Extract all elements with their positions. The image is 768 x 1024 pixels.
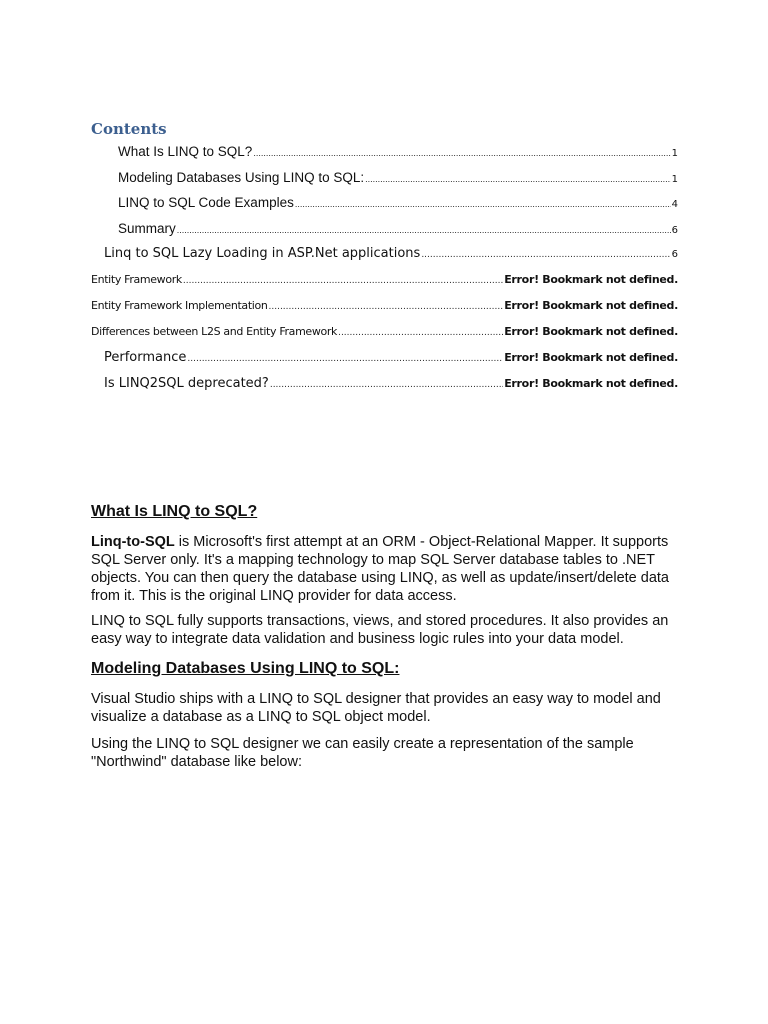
- section-heading: Modeling Databases Using LINQ to SQL:: [91, 660, 400, 677]
- paragraph-text: is Microsoft's first attempt at an ORM - Object-Relational Mapper. It supports SQL Server only. It's a mapping technology to map SQL Server database tables to .NET objects. You can then query the database using LINQ, as well as update/insert/delete data from it. This is the original LINQ provider for data access.: [91, 534, 669, 604]
- toc-leader-dots: [177, 225, 671, 235]
- toc-entry-label: Performance: [104, 350, 187, 365]
- toc-entry-label: LINQ to SQL Code Examples: [118, 195, 294, 210]
- section-heading: What Is LINQ to SQL?: [91, 503, 258, 520]
- toc-entry-label: Summary: [118, 221, 176, 236]
- toc-entry-label: Entity Framework Implementation: [91, 299, 268, 312]
- toc-error-text: Error! Bookmark not defined.: [504, 273, 678, 286]
- toc-entry-label: What Is LINQ to SQL?: [118, 144, 253, 159]
- toc-leader-dots: [253, 148, 670, 158]
- toc-leader-dots: [365, 174, 671, 184]
- toc-leader-dots: [295, 199, 671, 209]
- toc-entry[interactable]: [118, 195, 678, 210]
- toc-entry-label: Linq to SQL Lazy Loading in ASP.Net applications: [104, 246, 421, 261]
- toc-entry[interactable]: [118, 221, 678, 236]
- toc-entry-label: Is LINQ2SQL deprecated?: [104, 376, 269, 391]
- toc-entry-label: Differences between L2S and Entity Framework: [91, 325, 338, 338]
- toc-page-number: 1: [671, 148, 678, 159]
- toc-entry[interactable]: [104, 350, 678, 365]
- toc-leader-dots: [269, 302, 504, 312]
- paragraph: LINQ to SQL fully supports transactions, views, and stored procedures. It also provides an easy way to integrate data validation and business logic rules into your data model.: [91, 613, 669, 647]
- toc-page-number: 4: [671, 199, 678, 210]
- toc-error-text: Error! Bookmark not defined.: [504, 299, 678, 312]
- toc-entry-label: Modeling Databases Using LINQ to SQL:: [118, 170, 365, 185]
- toc-entry[interactable]: [91, 273, 678, 286]
- toc-error-text: Error! Bookmark not defined.: [504, 351, 678, 364]
- toc-entry[interactable]: [118, 170, 678, 185]
- toc-leader-dots: [187, 354, 503, 364]
- toc-leader-dots: [338, 328, 503, 338]
- toc-entry[interactable]: [104, 246, 678, 261]
- toc-leader-dots: [421, 250, 670, 260]
- toc-page-number: 6: [671, 225, 678, 236]
- paragraph: [91, 533, 691, 605]
- toc-page-number: 1: [671, 174, 678, 185]
- toc-error-text: Error! Bookmark not defined.: [504, 325, 678, 338]
- toc-entry[interactable]: [118, 144, 678, 159]
- toc-leader-dots: [270, 380, 503, 390]
- toc-entry-label: Entity Framework: [91, 273, 182, 286]
- toc-entry[interactable]: [104, 376, 678, 391]
- toc-title: Contents: [91, 120, 167, 138]
- bold-term: Linq-to-SQL: [91, 534, 175, 550]
- paragraph: Using the LINQ to SQL designer we can easily create a representation of the sample "Northwind" database like below:: [91, 736, 634, 770]
- toc-entry[interactable]: [91, 325, 678, 338]
- paragraph: Visual Studio ships with a LINQ to SQL designer that provides an easy way to model and visualize a database as a LINQ to SQL object model.: [91, 691, 661, 725]
- toc-entry[interactable]: [91, 299, 678, 312]
- toc-page-number: 6: [671, 249, 678, 260]
- toc-error-text: Error! Bookmark not defined.: [504, 377, 678, 390]
- toc-leader-dots: [183, 276, 503, 286]
